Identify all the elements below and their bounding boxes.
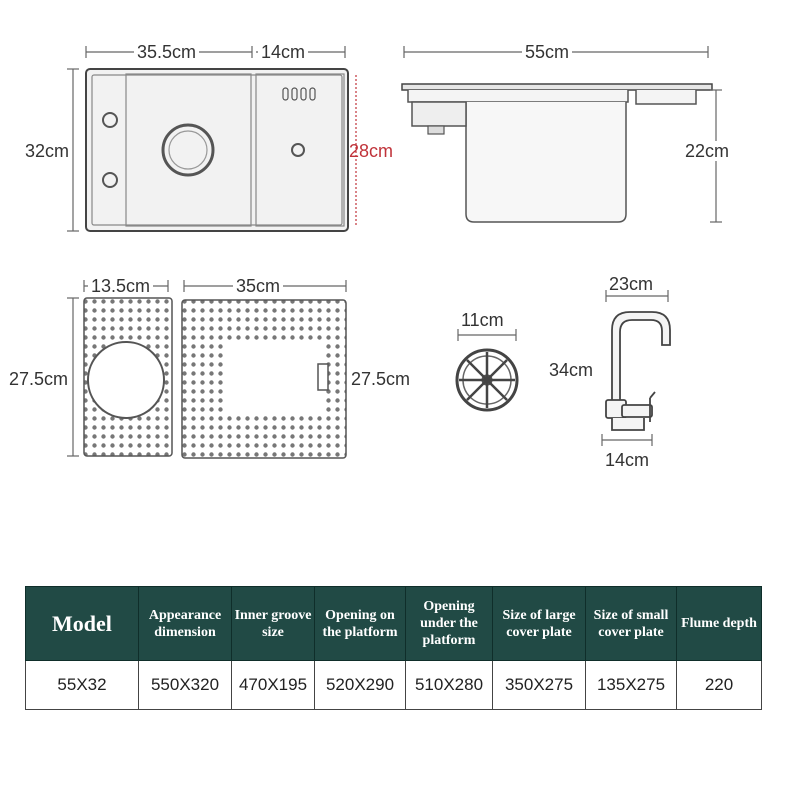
small-cover-width-label: 35cm <box>233 276 283 296</box>
faucet-height-label: 34cm <box>549 360 594 380</box>
small-cover-height-label: 27.5cm <box>351 369 411 389</box>
cell-opening-on-platform: 520X290 <box>315 661 406 710</box>
side-depth-label: 22cm <box>682 141 732 161</box>
header-appearance-dimension: Appearance dimension <box>139 587 232 661</box>
header-inner-groove-size: Inner groove size <box>232 587 315 661</box>
cell-appearance-dimension: 550X320 <box>139 661 232 710</box>
faucet-reach-label: 23cm <box>609 274 654 294</box>
sink-side-view <box>402 84 712 222</box>
large-cover-width-label: 13.5cm <box>88 276 153 296</box>
cell-small-cover-size: 135X275 <box>586 661 677 710</box>
faucet-base-label: 14cm <box>605 450 650 470</box>
spec-table <box>25 586 762 710</box>
header-model: Model <box>26 587 139 661</box>
top-inner-height-label: 28cm <box>349 141 394 161</box>
header-flume-depth: Flume depth <box>677 587 762 661</box>
top-width-left-label: 35.5cm <box>134 42 199 62</box>
small-cover-plate <box>182 300 346 458</box>
cell-flume-depth: 220 <box>677 661 762 710</box>
header-large-cover-size: Size of large cover plate <box>493 587 586 661</box>
washer-dimension-lines <box>458 329 516 341</box>
cell-model: 55X32 <box>26 661 139 710</box>
header-opening-on-platform: Opening on the platform <box>315 587 406 661</box>
cup-washer <box>457 350 517 410</box>
top-width-right-label: 14cm <box>258 42 308 62</box>
faucet <box>606 312 670 430</box>
sink-top-view <box>86 69 348 231</box>
side-width-label: 55cm <box>522 42 572 62</box>
header-opening-under-platform: Opening under the platform <box>406 587 493 661</box>
top-height-label: 32cm <box>22 141 72 161</box>
large-cover-height-label: 27.5cm <box>6 369 71 389</box>
large-cover-plate <box>84 298 172 456</box>
spec-table-header-row <box>26 587 762 661</box>
cell-opening-under-platform: 510X280 <box>406 661 493 710</box>
header-small-cover-size: Size of small cover plate <box>586 587 677 661</box>
washer-width-label: 11cm <box>461 310 504 330</box>
table-row <box>26 661 762 710</box>
cell-inner-groove-size: 470X195 <box>232 661 315 710</box>
cell-large-cover-size: 350X275 <box>493 661 586 710</box>
